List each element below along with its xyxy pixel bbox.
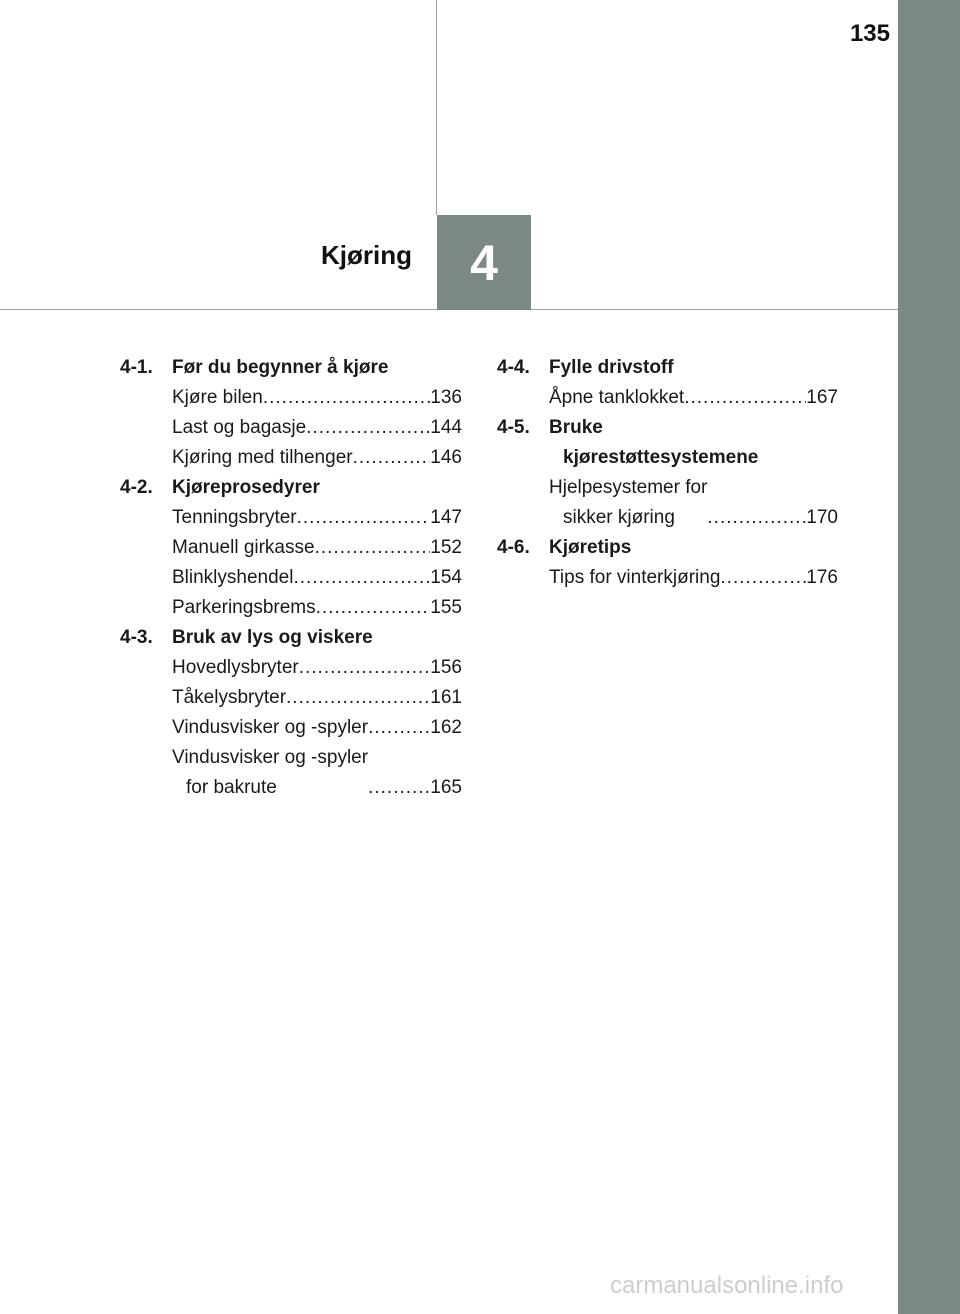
section-title: Bruke kjørestøttesystemene <box>549 413 838 473</box>
toc-section-heading <box>497 353 838 383</box>
toc-right-column <box>497 353 838 593</box>
entry-page-number: 165 <box>430 777 462 798</box>
entry-label: Parkeringsbrems <box>172 597 316 618</box>
section-number: 4-2. <box>120 477 153 498</box>
toc-entry[interactable] <box>120 653 462 683</box>
dot-leader <box>293 563 430 593</box>
toc-entry[interactable] <box>120 743 462 803</box>
entry-page-number: 147 <box>430 507 462 528</box>
section-title: Kjøreprosedyrer <box>172 477 320 498</box>
entry-label: Hovedlysbryter <box>172 657 299 678</box>
entry-page-number: 155 <box>430 597 462 618</box>
entry-page-number: 144 <box>430 417 462 438</box>
dot-leader <box>353 443 431 473</box>
entry-page-number: 170 <box>806 507 838 528</box>
entry-label: Kjøre bilen <box>172 387 263 408</box>
dot-leader <box>368 773 430 803</box>
entry-label: Manuell girkasse <box>172 537 315 558</box>
dot-leader <box>316 593 431 623</box>
section-title: Fylle drivstoff <box>549 357 674 378</box>
entry-page-number: 167 <box>806 387 838 408</box>
dot-leader <box>707 503 806 533</box>
toc-entry[interactable] <box>120 533 462 563</box>
toc-section-heading <box>120 623 462 653</box>
entry-page-number: 176 <box>806 567 838 588</box>
section-title: Før du begynner å kjøre <box>172 357 389 378</box>
entry-label: Kjøring med tilhenger <box>172 447 353 468</box>
toc-entry[interactable] <box>120 383 462 413</box>
dot-leader <box>315 533 431 563</box>
dot-leader <box>684 383 806 413</box>
toc-entry[interactable] <box>497 563 838 593</box>
toc-entry[interactable] <box>120 563 462 593</box>
toc-section-heading <box>120 353 462 383</box>
side-tab-band <box>898 0 960 1314</box>
chapter-title: Kjøring <box>321 240 412 270</box>
toc-section-heading <box>497 533 838 563</box>
vertical-rule <box>436 0 437 215</box>
entry-page-number: 136 <box>430 387 462 408</box>
dot-leader <box>306 413 430 443</box>
entry-label: Åpne tanklokket <box>549 387 685 408</box>
section-title-continued: kjørestøttesystemene <box>563 447 759 468</box>
dot-leader <box>368 713 430 743</box>
entry-label-continued: sikker kjøring <box>563 507 675 528</box>
dot-leader <box>263 383 430 413</box>
entry-label: Tips for vinterkjøring <box>549 567 721 588</box>
entry-label: Vindusvisker og -spyler for bakrute <box>172 743 368 803</box>
entry-label: Blinklyshendel <box>172 567 294 588</box>
section-number: 4-6. <box>497 537 530 558</box>
entry-label: Hjelpesystemer for sikker kjøring <box>549 473 707 533</box>
section-number: 4-4. <box>497 357 530 378</box>
toc-entry[interactable] <box>120 593 462 623</box>
entry-page-number: 152 <box>430 537 462 558</box>
toc-entry[interactable] <box>120 443 462 473</box>
dot-leader <box>720 563 806 593</box>
dot-leader <box>286 683 430 713</box>
toc-entry[interactable] <box>497 383 838 413</box>
toc-entry[interactable] <box>120 713 462 743</box>
dot-leader <box>299 653 431 683</box>
toc-left-column <box>120 353 462 803</box>
section-title: Kjøretips <box>549 537 632 558</box>
watermark: carmanualsonline.info <box>610 1272 844 1299</box>
section-title: Bruk av lys og viskere <box>172 627 373 648</box>
toc-entry[interactable] <box>120 413 462 443</box>
page-number: 135 <box>849 20 890 47</box>
toc-entry[interactable] <box>120 683 462 713</box>
entry-label-continued: for bakrute <box>186 777 277 798</box>
section-number: 4-1. <box>120 357 153 378</box>
toc-section-heading <box>497 413 838 473</box>
entry-label: Last og bagasje <box>172 417 307 438</box>
entry-label: Tåkelysbryter <box>172 687 287 708</box>
section-number: 4-3. <box>120 627 153 648</box>
entry-label: Tenningsbryter <box>172 507 297 528</box>
entry-page-number: 154 <box>430 567 462 588</box>
toc-entry[interactable] <box>497 473 838 533</box>
section-number: 4-5. <box>497 417 530 438</box>
entry-page-number: 146 <box>430 447 462 468</box>
entry-page-number: 161 <box>430 687 462 708</box>
entry-label: Vindusvisker og -spyler <box>172 717 369 738</box>
entry-page-number: 162 <box>430 717 462 738</box>
toc-section-heading <box>120 473 462 503</box>
entry-page-number: 156 <box>430 657 462 678</box>
dot-leader <box>297 503 431 533</box>
toc-entry[interactable] <box>120 503 462 533</box>
chapter-number-box: 4 <box>437 215 531 310</box>
